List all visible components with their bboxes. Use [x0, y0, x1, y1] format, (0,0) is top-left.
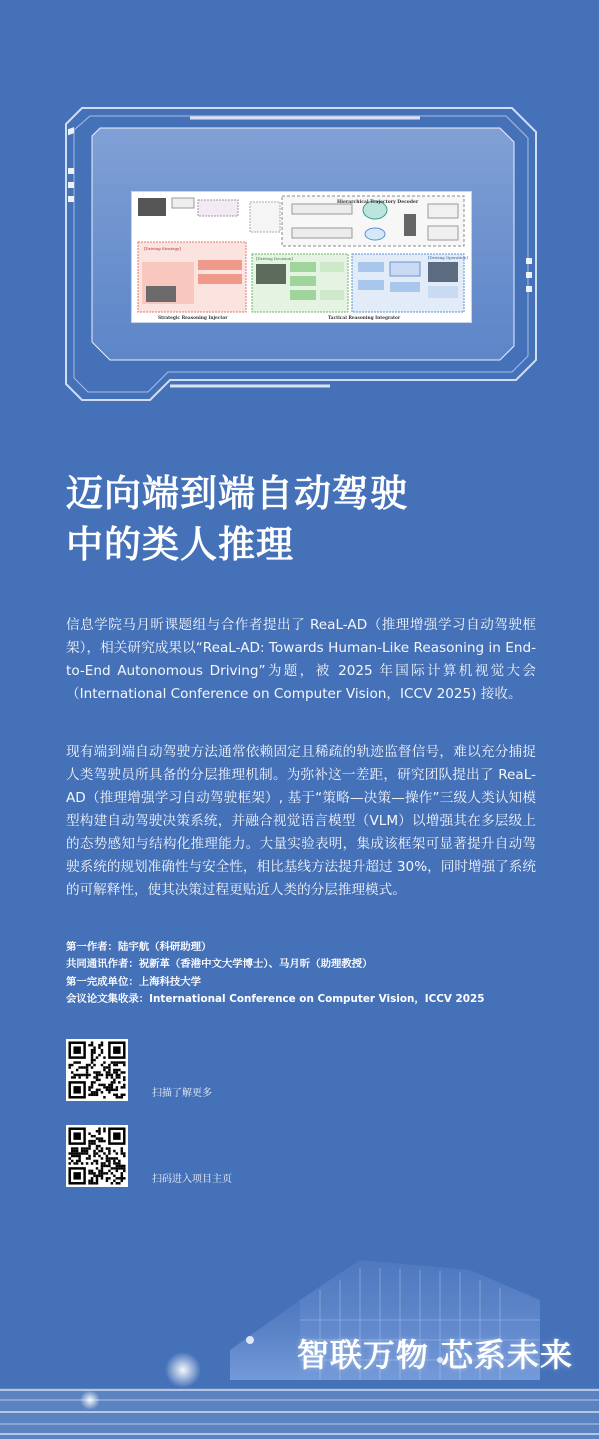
paper-meta	[66, 939, 536, 1008]
slogan: 智联万物 芯系未来	[296, 1336, 573, 1374]
qr-label-project-page: 扫码进入项目主页	[152, 1174, 232, 1185]
first-institution: 第一完成单位：上海科技大学	[66, 975, 202, 988]
proceedings: 会议论文集收录：International Conference on Computer Vision，ICCV 2025	[66, 992, 485, 1005]
intro-paragraph: 信息学院马月昕课题组与合作者提出了 ReaL-AD（推理增强学习自动驾驶框架），相关研究成果以“ReaL-AD: Towards Human-Like Reasoning in End-to-End Autonomous Driving”为题，被 2025 年国际计算机视觉大会（International Conference on Computer Vision，ICCV 2025) 接收。	[66, 617, 536, 702]
corresponding-authors: 共同通讯作者：祝新革（香港中文大学博士）、马月昕（助理教授）	[66, 958, 373, 971]
figure-header: Hierarchical Trajectory Decoder	[337, 200, 419, 205]
qr-code-project-page[interactable]	[66, 1125, 128, 1187]
page-title: 迈向端到端自动驾驶 中的类人推理	[66, 472, 408, 566]
figure-strategic-label: Strategic Reasoning Injector	[158, 316, 228, 321]
figure-box-strategy: [Driving Strategy]	[144, 246, 181, 251]
framework-figure	[131, 191, 472, 323]
first-author: 第一作者：陆宇航（科研助理）	[66, 941, 212, 953]
qr-code-more-info[interactable]	[66, 1039, 128, 1101]
figure-tactical-label: Tactical Reasoning Integrator	[328, 316, 401, 321]
figure-box-decision: [Driving Decision]	[256, 256, 293, 261]
qr-label-more-info: 扫描了解更多	[152, 1088, 212, 1099]
detail-paragraph: 现有端到端自动驾驶方法通常依赖固定且稀疏的轨迹监督信号，难以充分捕捉人类驾驶员所具备的分层推理机制。为弥补这一差距，研究团队提出了 ReaL-AD（推理增强学习自动驾驶框架）, 基于“策略—决策—操作”三级人类认知模型构建自动驾驶决策系统，并融合视觉语言模型（VLM）以增强其在多层级上的态势感知与结构化推理能力。大量实验表明，集成该框架可显著提升自动驾驶系统的规划准确性与安全性，相比基线方法提升超过 30%，同时增强了系统的可解释性，使其决策过程更贴近人类的分层推理模式。	[66, 744, 536, 898]
figure-box-operation: [Driving Operation]	[428, 255, 468, 260]
